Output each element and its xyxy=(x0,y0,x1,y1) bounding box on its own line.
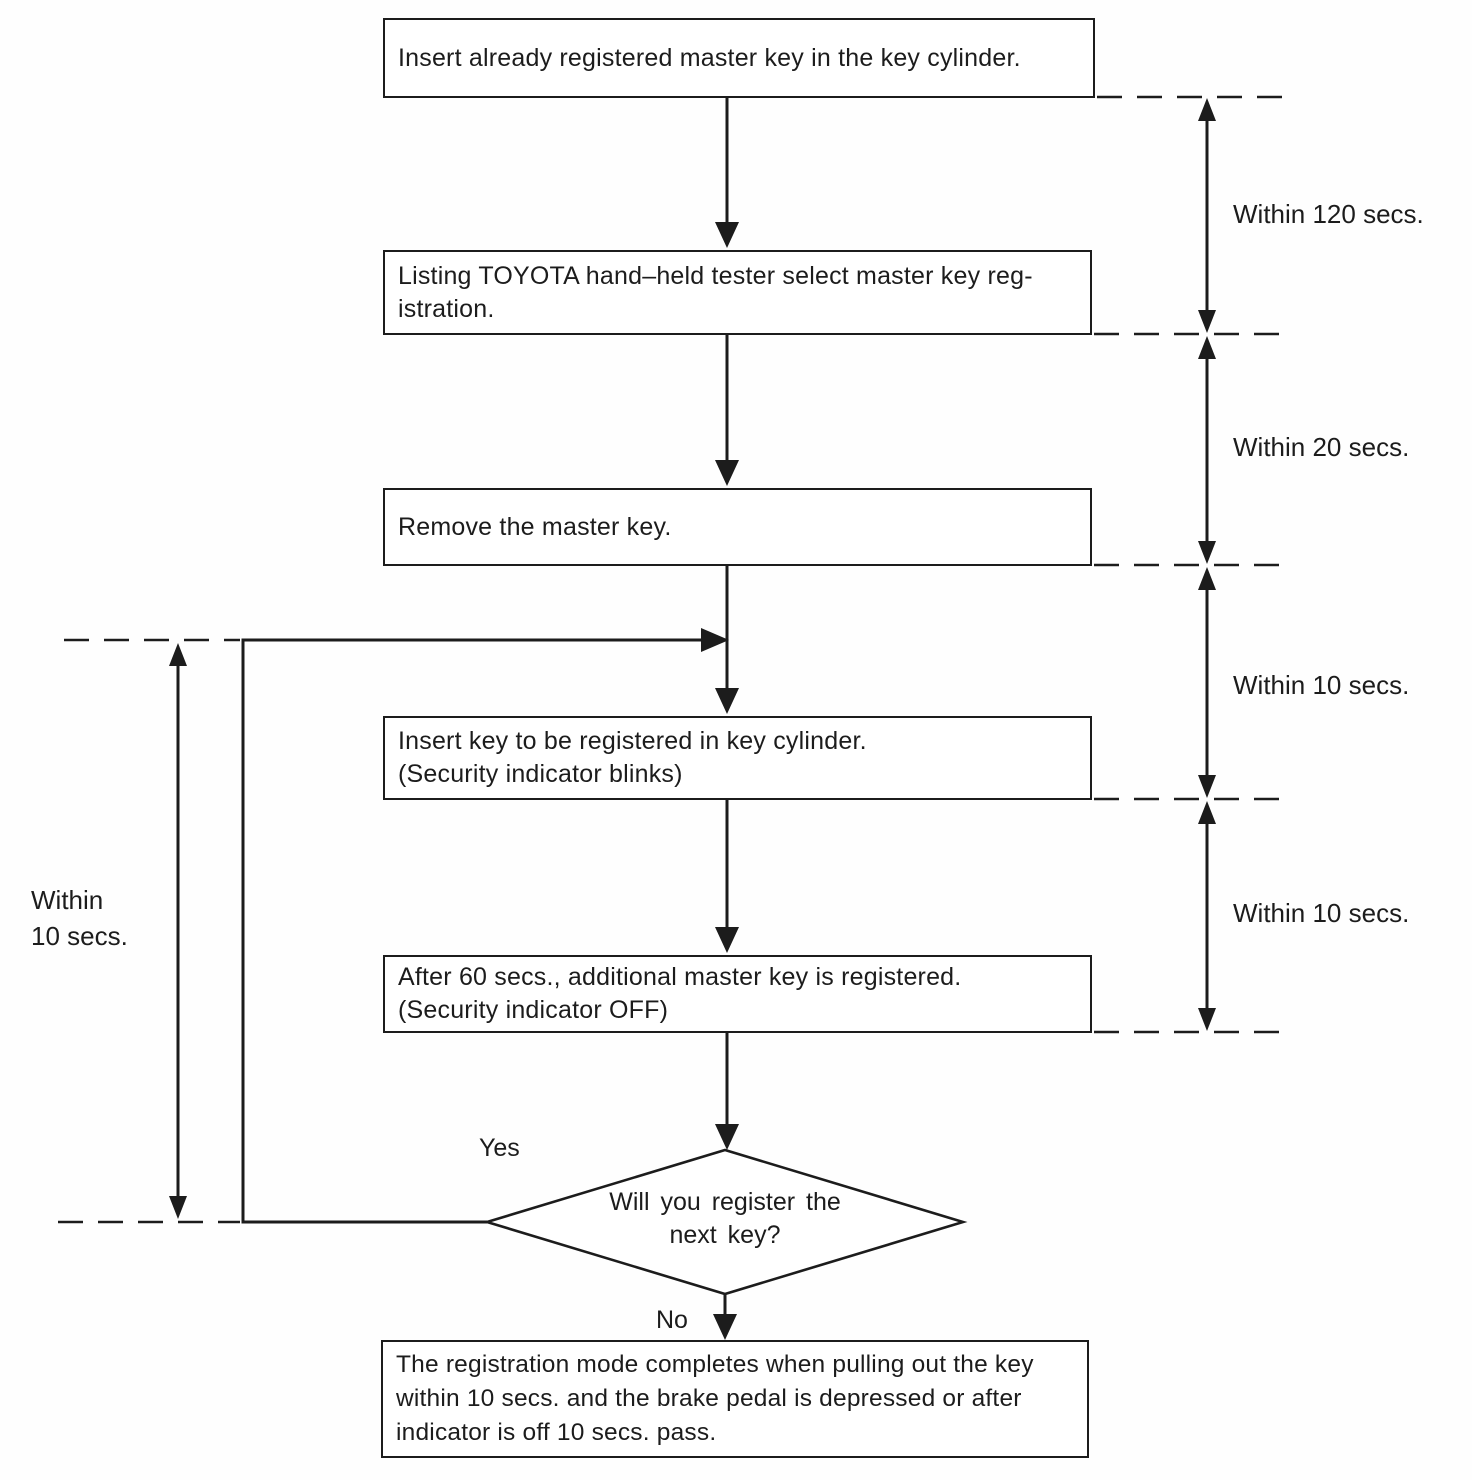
step-text: (Security indicator OFF) xyxy=(398,996,669,1024)
yes-label: Yes xyxy=(479,1134,520,1162)
connector-box4-box5 xyxy=(715,800,739,953)
timing-label-10s-b: Within 10 secs. xyxy=(1233,898,1410,928)
timing-label-20s: Within 20 secs. xyxy=(1233,432,1410,462)
timing-arrow-10s-left xyxy=(169,643,187,1219)
connector-box1-box2 xyxy=(715,98,739,248)
step-text: The registration mode completes when pulling out the key xyxy=(396,1351,1034,1378)
timing-arrow-10s-a xyxy=(1198,567,1216,798)
timing-label-10s-a: Within 10 secs. xyxy=(1233,670,1410,700)
step-key-registered xyxy=(383,955,1092,1033)
connector-box2-box3 xyxy=(715,335,739,486)
timing-label-120s: Within 120 secs. xyxy=(1233,199,1424,229)
timing-arrow-20s xyxy=(1198,336,1216,564)
step-insert-registered-master-key xyxy=(383,18,1095,98)
step-text: (Security indicator blinks) xyxy=(398,760,683,788)
step-text: Remove the master key. xyxy=(398,512,672,541)
connector-decision-box6 xyxy=(713,1294,737,1340)
decision-text: next key? xyxy=(669,1221,781,1249)
timing-label-10s-left xyxy=(31,882,128,954)
step-text: Insert key to be registered in key cylinder. xyxy=(398,727,867,755)
decision-text: Will you register the xyxy=(609,1188,841,1216)
step-text: Insert already registered master key in the key cylinder. xyxy=(398,43,1021,72)
timing-arrow-10s-b xyxy=(1198,801,1216,1031)
step-insert-key-to-register xyxy=(383,716,1092,800)
timing-label-line: Within xyxy=(31,885,104,915)
step-tester-select-registration xyxy=(383,250,1092,335)
timing-arrow-120s xyxy=(1198,98,1216,333)
connector-box5-decision xyxy=(715,1033,739,1150)
step-text: istration. xyxy=(398,294,495,323)
timing-label-line: 10 secs. xyxy=(31,921,128,951)
step-text: After 60 secs., additional master key is registered. xyxy=(398,963,962,991)
step-text: indicator is off 10 secs. pass. xyxy=(396,1419,717,1446)
no-label: No xyxy=(656,1306,688,1334)
step-remove-master-key xyxy=(383,488,1092,566)
step-registration-complete xyxy=(381,1340,1089,1458)
step-text: Listing TOYOTA hand–held tester select master key reg- xyxy=(398,261,1033,290)
decision-register-next-key xyxy=(520,1186,930,1252)
step-text: within 10 secs. and the brake pedal is depressed or after xyxy=(396,1385,1022,1412)
